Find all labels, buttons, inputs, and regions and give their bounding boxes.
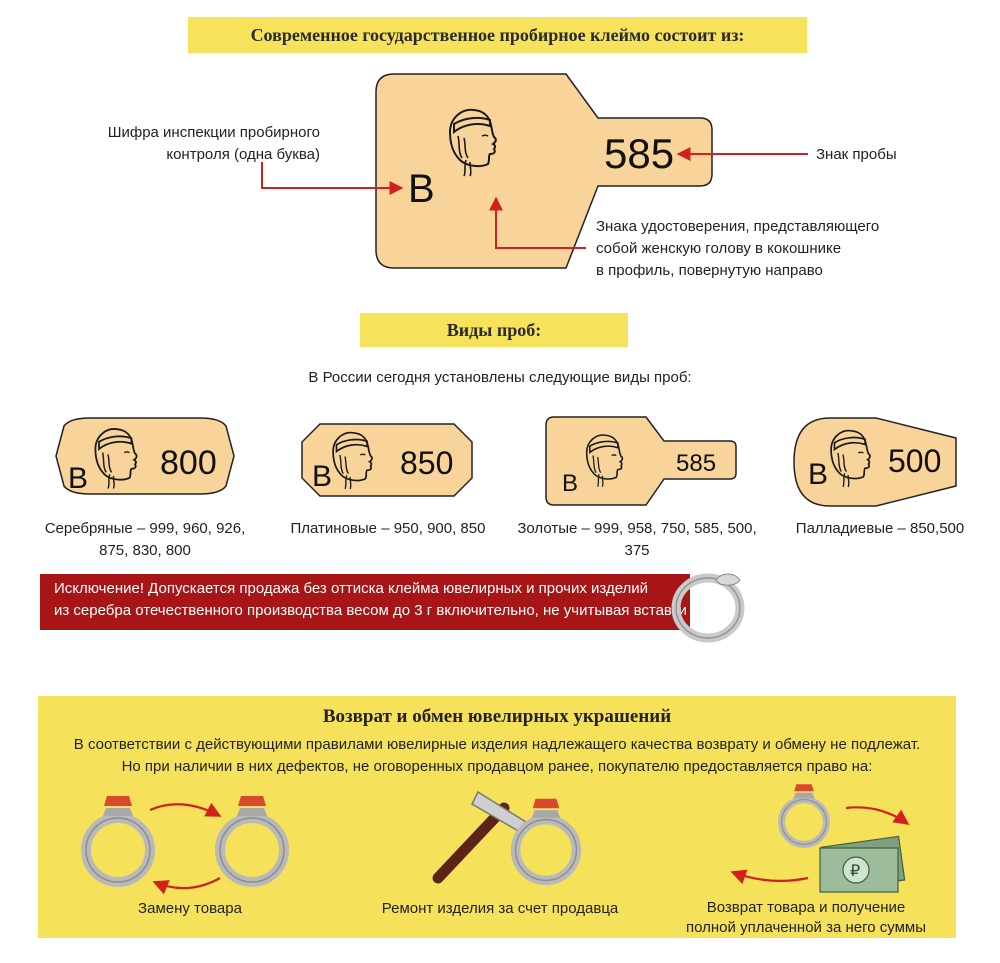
arrow-head (496, 198, 586, 248)
exception-line1: Исключение! Допускается продажа без оттиска клейма ювелирных и прочих изделий (54, 580, 649, 597)
stamp-platinum (298, 420, 476, 500)
types-title: Виды проб: (446, 320, 542, 340)
types-banner (360, 313, 628, 347)
exception-banner (40, 574, 690, 630)
caption-gold-line1: Золотые – 999, 958, 750, 585, 500, 375 (517, 520, 757, 559)
stamp-silver-letter: В (68, 462, 89, 495)
option-refund-line2: полной уплаченной за него суммы (686, 919, 926, 936)
caption-palladium-line1: Палладиевые – 850,500 (795, 520, 965, 537)
main-stamp-number: 585 (604, 130, 675, 177)
label-cipher-line1: Шифра инспекции пробирного (107, 124, 320, 141)
svg-text:₽: ₽ (850, 863, 861, 880)
label-cipher-line2: контроля (одна буква) (166, 146, 320, 163)
stamp-silver-number: 800 (160, 444, 217, 482)
types-intro: В России сегодня установлены следующие виды проб: (308, 369, 692, 386)
stamp-platinum-letter: В (312, 460, 333, 493)
stamp-platinum-number: 850 (400, 445, 454, 481)
caption-platinum (288, 518, 488, 540)
caption-platinum-line1: Платиновые – 950, 900, 850 (290, 520, 486, 537)
caption-silver (40, 518, 250, 562)
label-assay-mark: Знак пробы (816, 146, 897, 163)
stamp-silver (50, 412, 240, 500)
returns-title: Возврат и обмен ювелирных украшений (322, 706, 672, 727)
main-stamp-letter: В (408, 167, 435, 211)
option-refund-label (666, 898, 946, 938)
stamp-palladium (790, 414, 960, 510)
stamp-gold-letter: В (562, 470, 579, 497)
caption-silver-line2: 875, 830, 800 (99, 542, 191, 559)
option-refund-line1: Возврат товара и получение (706, 899, 906, 916)
option-repair-label: Ремонт изделия за счет продавца (381, 900, 619, 917)
option-exchange-label: Замену товара (138, 900, 242, 917)
label-cert-line1: Знака удостоверения, представляющего (596, 218, 880, 235)
exchange-rings-icon (70, 790, 310, 900)
returns-text (38, 734, 956, 778)
stamp-palladium-letter: В (808, 458, 829, 491)
returns-text-line2: Но при наличии в них дефектов, не оговоренных продавцом ранее, покупателю предоставляется право на: (121, 758, 873, 775)
caption-silver-line1: Серебряные – 999, 960, 926, (44, 520, 246, 537)
stamp-palladium-number: 500 (888, 443, 942, 479)
caption-gold (506, 518, 768, 562)
stamp-gold (542, 415, 742, 509)
main-stamp-arrows (0, 0, 1000, 300)
arrow-cipher (262, 162, 402, 188)
refund-money-icon (720, 780, 920, 894)
stamp-gold-number: 585 (676, 450, 717, 477)
silver-ring-icon (668, 570, 752, 644)
caption-palladium (790, 518, 970, 540)
label-cert-line3: в профиль, повернутую направо (596, 262, 823, 279)
label-cert-line2: собой женскую голову в кокошнике (596, 240, 842, 257)
exception-line2: из серебра отечественного производства весом до 3 г включительно, не учитывая вставки (54, 602, 687, 619)
repair-hammer-icon (420, 782, 600, 892)
returns-text-line1: В соответствии с действующими правилами ювелирные изделия надлежащего качества возврату и обмену не подлежат. (73, 736, 921, 753)
header-title: Современное государственное пробирное клеймо состоит из: (250, 25, 745, 45)
